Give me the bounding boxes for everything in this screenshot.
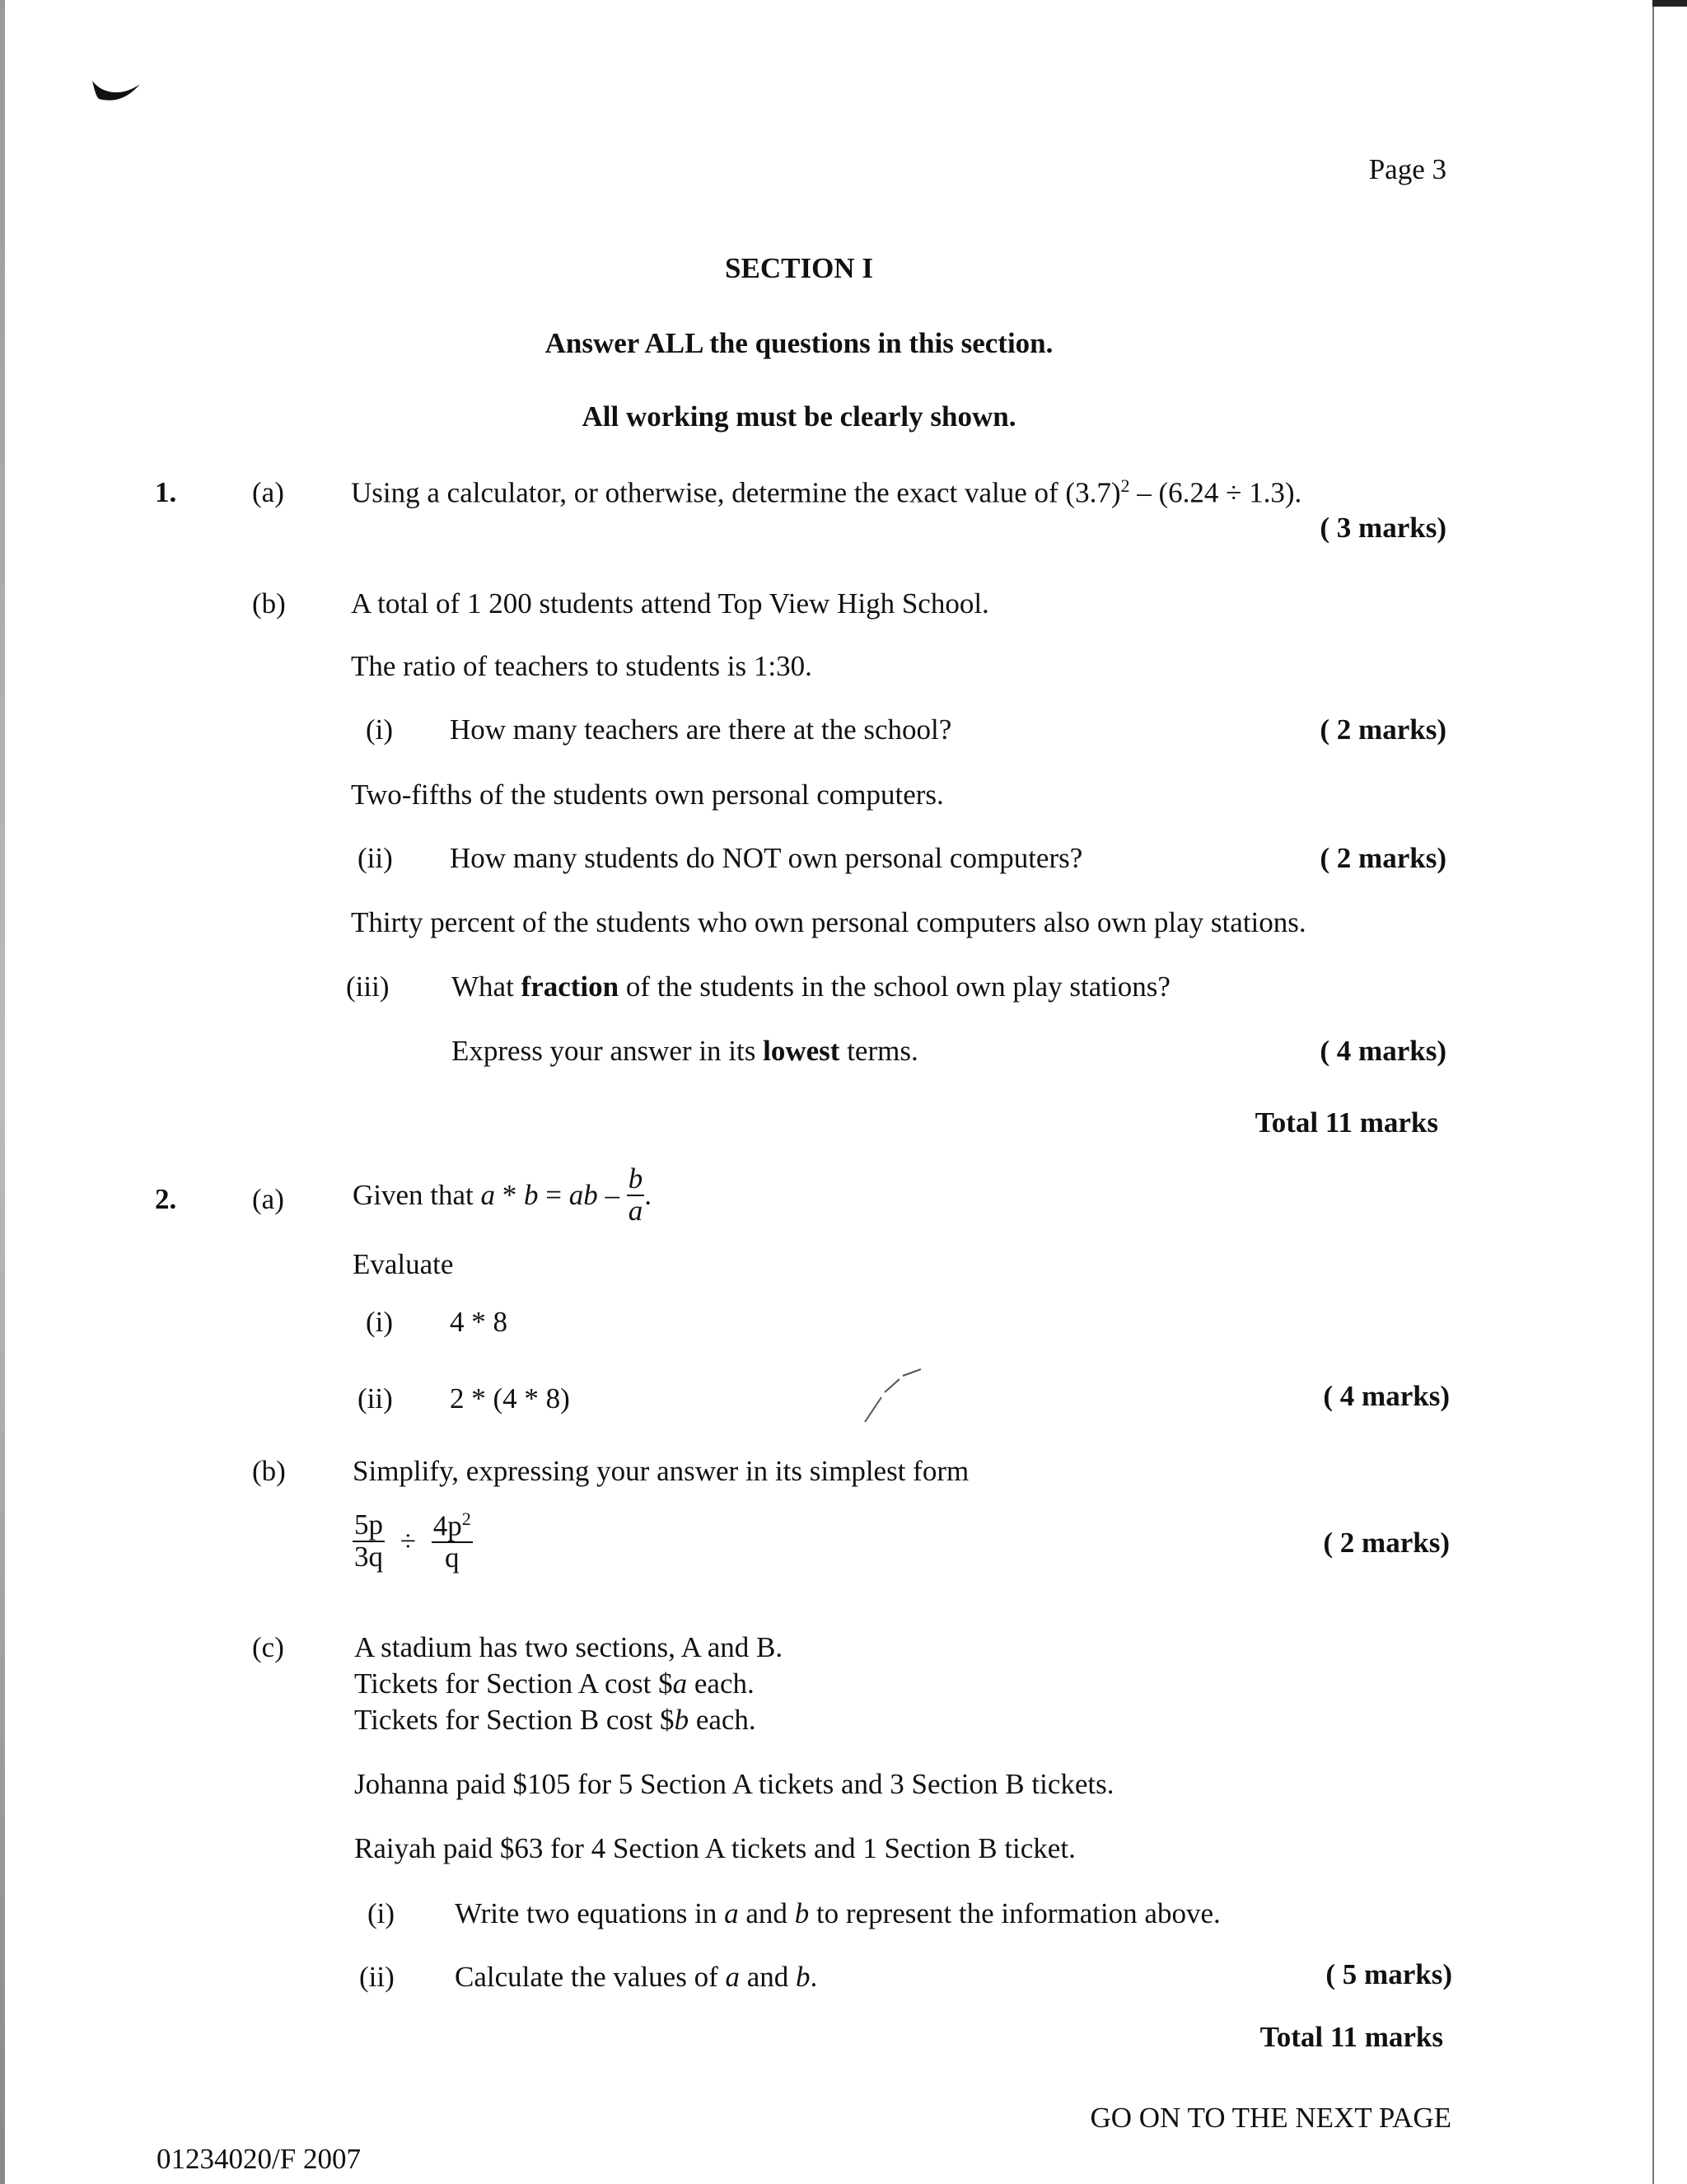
exam-code: 01234020/F 2007 [157,2143,361,2175]
scan-mark-icon [89,76,143,105]
q2-a-ii-label: (ii) [357,1382,393,1415]
q2-c-ii-label: (ii) [359,1961,395,1993]
go-on-next-page: GO ON TO THE NEXT PAGE [1090,2102,1451,2134]
q1-b-thirty-percent: Thirty percent of the students who own personal computers also own play stations. [351,906,1306,938]
q2-b-marks: ( 2 marks) [1323,1527,1450,1559]
q2-a-ii-expr: 2 * (4 * 8) [450,1382,570,1415]
q1-part-a-text: Using a calculator, or otherwise, determine the exact value of $(3.7)^2 - (6.24 \div 1.3)$. [351,475,1302,509]
q1-b-i-marks: ( 2 marks) [1320,713,1446,746]
q2-part-b-label: (b) [252,1455,286,1487]
question-1-number: 1. [155,476,177,508]
q1-part-a-label: (a) [252,476,284,508]
q2-part-c-label: (c) [252,1631,284,1663]
q2-a-evaluate: Evaluate [353,1248,454,1280]
q1-part-b-label: (b) [252,587,286,620]
q2-c-johanna: Johanna paid $105 for 5 Section A tickets and 3 Section B tickets. [354,1768,1115,1800]
section-instruction-answer-all: Answer ALL the questions in this section. [544,327,1054,359]
q1-total-marks: Total 11 marks [1255,1106,1438,1139]
q1-b-ii-text: How many students do NOT own personal computers? [450,842,1083,874]
q1-b-i-label: (i) [366,713,394,746]
q1-b-iii-marks: ( 4 marks) [1320,1035,1446,1067]
q2-b-text: Simplify, expressing your answer in its simplest form [353,1455,970,1487]
q1-b-ii-marks: ( 2 marks) [1320,842,1446,874]
section-title: SECTION I [725,252,873,284]
q2-c-line-1: A stadium has two sections, A and B. [354,1631,783,1663]
section-instruction-working: All working must be clearly shown. [582,400,1016,433]
scan-right-edge [1629,0,1687,2184]
q1-b-two-fifths: Two-fifths of the students own personal computers. [351,779,944,811]
q1-b-ratio: The ratio of teachers to students is 1:30. [351,650,812,682]
q2-a-i-label: (i) [366,1306,394,1338]
q1-b-iii-label: (iii) [346,970,390,1003]
q1-b-intro: A total of 1 200 students attend Top View High School. [351,587,989,620]
q2-b-fraction-2: $\frac{4p^2}{q}$ [432,1508,471,1574]
q2-c-i-label: (i) [367,1897,395,1929]
q2-c-marks: ( 5 marks) [1325,1958,1452,1990]
scan-pen-stroke [862,1368,924,1425]
q2-b-fraction-1: $\frac{5p}{3q}$ [354,1508,383,1574]
question-2-number: 2. [155,1183,177,1215]
q2-c-ii-text: Calculate the values of a and b. [455,1961,818,1993]
q2-c-raiyah: Raiyah paid $63 for 4 Section A tickets and 1 Section B ticket. [354,1832,1076,1864]
q2-b-expression: $\frac{5p}{3q}$ ÷ $\frac{4p^2}{q}$ [354,1508,471,1574]
page-number: Page 3 [1368,153,1446,185]
q2-total-marks: Total 11 marks [1259,2021,1443,2053]
q2-a-given: Given that a * b = ab – $\frac{b}{a}$ . [353,1162,652,1227]
q2-c-i-text: Write two equations in a and b to represent the information above. [455,1897,1221,1929]
q2-c-line-2: Tickets for Section A cost $a each. [354,1667,755,1700]
q1-b-i-text: How many teachers are there at the school? [450,713,952,746]
q2-part-a-label: (a) [252,1183,284,1215]
q1-a-marks: ( 3 marks) [1320,512,1446,544]
q1-b-ii-label: (ii) [357,842,393,874]
q1-a-exponent: 2 [1120,475,1130,496]
q2-a-fraction: $\frac{b}{a}$ [628,1162,643,1227]
q1-b-iii-express: Express your answer in its lowest terms. [451,1035,918,1067]
q1-b-iii-text: What fraction of the students in the school own play stations? [451,970,1171,1003]
q2-a-marks: ( 4 marks) [1323,1380,1450,1412]
q2-c-line-3: Tickets for Section B cost $b each. [354,1704,756,1736]
q2-a-i-expr: 4 * 8 [450,1306,507,1338]
